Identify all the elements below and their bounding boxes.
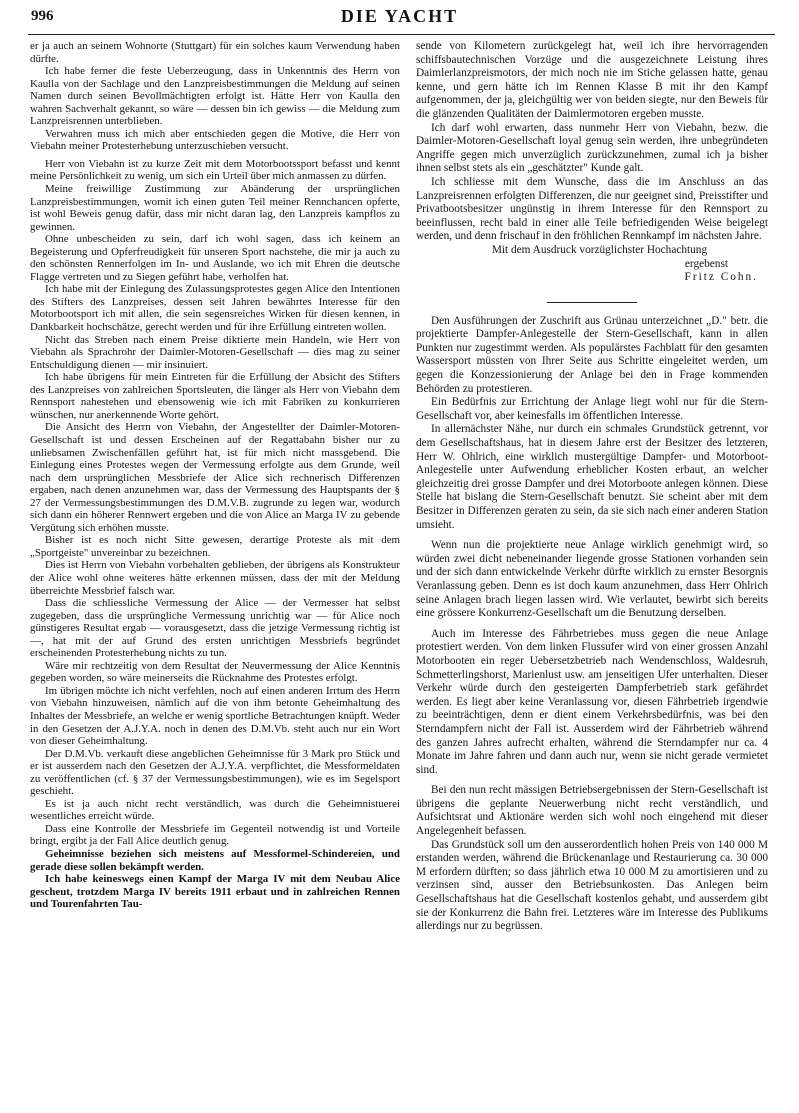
paragraph: In allernächster Nähe, nur durch ein schmales Grundstück getrennt, vor dem Gesellschaftshaus, hat in diesem Jahre erst der Besitzer des letzteren, Herr W. Ohlrich, eine wirklich mustergültige Dampfer- und Motorboot-Anlegestelle unter Aufwendung erheblicher Kosten erbaut, an welcher gleichzeitig drei grosse Dampfer und drei Motorboote anlegen können. Diese Stelle hat bislang die Stern-Gesellschaft benutzt. Sie scheint aber mit dem Besitzer in Differenzen geraten zu sein, da sie sich nach einer anderen Station umsieht. [416,423,768,531]
paragraph: sende von Kilometern zurückgelegt hat, weil ich ihre hervorragenden schiffsbautechnischen Vorzüge und die ausgezeichnete Leistung ihres Daimlerlanzpreismotors, der mich noch nie im Stiche gelassen hatte, genau kenne, und gern hätte ich im Rennen Klasse B mit ihr den Kampf aufgenommen, der ja, gleichgültig wer von beiden siegte, nur den Beweis für die glänzenden Qualitäten der Daimlermotoren ergeben musste. [416,40,768,120]
signature: Fritz Cohn. [684,271,758,284]
paragraph: Der D.M.Vb. verkauft diese angeblichen Geheimnisse für 3 Mark pro Stück und er ist ausserdem nach den Gesetzen der A.J.Y.A. verpflichtet, die Messformeldaten zu veröffentlichen (cf. § 37 der Vermessungsbestimmungen), wie es im Segelsport geschieht. [30,747,400,798]
letter-grunau [416,315,768,934]
paragraph: Den Ausführungen der Zuschrift aus Grünau unterzeichnet „D." betr. die projektierte Dampfer-Anlegestelle der Stern-Gesellschaft, kann in allen Punkten nur zugestimmt werden. Als populärstes Fachblatt für den gesamten Wassersport müssten von Ihrer Seite aus Schritte eingeleitet werden, um gegen die Konzessionierung der Anlage bei den in Frage kommenden Behörden zu protestieren. [416,314,768,395]
closing-ergebenst: ergebenst [684,257,728,270]
paragraph: Ich darf wohl erwarten, dass nunmehr Herr von Viebahn, bezw. die Daimler-Motoren-Gesellschaft loyal genug sein werden, ihre unbegründeten Angriffe gegen mich unverzüglich zurückzunehmen, zumal ich ja bisher ihnen selbst stets als ein „geschätzter" Kunde galt. [416,121,768,175]
paragraph: Herr von Viebahn ist zu kurze Zeit mit dem Motorbootssport befasst und kennt meine Persönlichkeit zu wenig, um sich ein Urteil über mich anmassen zu dürfen. [30,157,400,183]
paragraph: Bisher ist es noch nicht Sitte gewesen, derartige Proteste als mit dem „Sportgeiste" unvereinbar zu bezeichnen. [30,534,400,559]
paragraph: Bei den nun recht mässigen Betriebsergebnissen der Stern-Gesellschaft ist übrigens die geplante Neuerwerbung nicht recht verständlich, und Aufsichtsrat und Aktionäre werden sich wohl noch eingehend mit dieser Angelegenheit befassen. [416,784,768,838]
right-column [416,40,768,934]
paragraph: Ich habe mit der Einlegung des Zulassungsprotestes gegen Alice den Intentionen des Stifters des Lanzpreises, dessen seit Jahren bewährtes Interesse für den Motorbootsport ich mit allen, die sein segensreiches Wirken für diesen kennen, in Dankbarkeit hochschätze, gerecht werden und für ihre Erfüllung eintreten wollen. [30,283,400,334]
section-divider [547,302,637,303]
header-rule [28,34,775,35]
paragraph: Ich schliesse mit dem Wunsche, dass die im Anschluss an das Lanzpreisrennen erfolgten Differenzen, die nur geeignet sind, Preisstifter und Privatbootsbesitzer ungünstig in ihrem Interesse für den Rennsport zu beeinflussen, recht bald in einer alle Teile befriedigenden Weise beigelegt werden, und denn frischauf in den fröhlichen Rennkampf im nächsten Jahre. [416,175,768,243]
paragraph: Die Ansicht des Herrn von Viebahn, der Angestellter der Daimler-Motoren-Gesellschaft ist und dessen Erscheinen auf der Regattabahn bisher nur zu unliebsamen Zwischenfällen geführt hat, ist für mich nicht massgebend. Die Einlegung eines Protestes wegen der Vermessung erfolgte aus dem Grunde, weil nach dem ursprünglichen Messbriefe der Alice sich rechnerisch Differenzen ergaben, nach denen anzunehmen war, dass der Vermessung des Hauptspants der § 27 der Vermessungsbestimmungen des D.M.V.B. zugrunde zu legen war, wodurch sich dann ein höherer Rennwert ergeben und die von Alice an Marga IV zu gebende Vergütung sich erhöhen musste. [30,421,400,534]
paragraph: Meine freiwillige Zustimmung zur Abänderung der ursprünglichen Lanzpreisbestimmungen, womit ich einen guten Teil meiner Rennchancen opferte, ist wohl Beweis genug dafür, dass mir nicht daran lag, den Lanzpreis kampflos zu gewinnen. [30,183,400,233]
paragraph: Geheimnisse beziehen sich meistens auf Messformel-Schindereien, und gerade diese sollen bekämpft werden. [30,848,400,873]
left-column [30,40,400,911]
paragraph: Ich habe keineswegs einen Kampf der Marga IV mit dem Neubau Alice gescheut, trotzdem Marga IV bereits 1911 erbaut und in zahlreichen Rennen und Tourenfahrten Tau- [30,873,400,911]
paragraph: Ein Bedürfnis zur Errichtung der Anlage liegt wohl nur für die Stern-Gesellschaft vor, aber keinesfalls im öffentlichen Interesse. [416,396,768,422]
paragraph: Verwahren muss ich mich aber entschieden gegen die Motive, die Herr von Viebahn meiner Protesterhebung unterzuschieben versucht. [30,127,400,153]
paragraph: Wenn nun die projektierte neue Anlage wirklich genehmigt wird, so würden zwei dicht nebeneinander liegende grosse Stationen vorhanden sein und der sich dann entwickelnde Verkehr dürfte wirklich zu ernster Besorgnis Veranlassung geben. Denn es ist doch kaum anzunehmen, dass Herr Ohlrich seine Anlagen brach liegen lassen wird. Wie verlautet, bewirbt sich bereits eine grössere Konkurrenz-Gesellschaft um die Benutzung derselben. [416,539,768,620]
paragraph: Ohne unbescheiden zu sein, darf ich wohl sagen, dass ich keinem an Begeisterung und Opferfreudigkeit für unseren Sport nachstehe, die mir ja auch zu den schönsten Rennerfolgen im In- und Auslande, wo ich mit Ehren die deutsche Flagge vertreten und zu Siegen geführt habe, verholfen hat. [30,233,400,283]
paragraph: Im übrigen möchte ich nicht verfehlen, noch auf einen anderen Irrtum des Herrn von Viebahn hinzuweisen, nämlich auf die von ihm betonte Geheimhaltung des Inhaltes der Messbriefe, an welche er wenig sportliche Betrachtungen knüpft. Weder in den Gesetzen der A.J.Y.A. noch in denen des D.M.Vb. steht auch nur ein Wort von dieser Geheimhaltung. [30,684,400,748]
page-number: 996 [31,8,54,24]
page-title: DIE YACHT [340,6,459,26]
paragraph: Wäre mir rechtzeitig von dem Resultat der Neuvermessung der Alice Kenntnis gegeben worden, so wäre meinerseits die Rücknahme des Protestes erfolgt. [30,659,400,685]
paragraph: Ich habe übrigens für mein Eintreten für die Erfüllung der Absicht des Stifters des Lanzpreises von zahlreichen Sportsleuten, die länger als Herr von Viebahn dem Rennsport nahestehen und ebensowenig wie ich mit Fabriken zu konkurrieren wünschen, nur anerkennende Worte gehört. [30,371,400,421]
paragraph: Dass die schliessliche Vermessung der Alice — der Vermesser hat selbst zugegeben, dass die ursprüngliche Vermessung unrichtig war — für Alice noch günstigeres Resultat ergab — vorausgesetzt, dass die jetzige Vermessung richtig ist —, hat mit der auf Grund des ersten unrichtigen Messbriefs begründet erscheinenden Protesterhebung nichts zu tun. [30,597,400,660]
paragraph: Das Grundstück soll um den ausserordentlich hohen Preis von 140 000 M erstanden werden, während die Brückenanlage und Restaurierung ca. 30 000 M erfordern dürften; so dass jährlich etwa 10 000 M zu amortisieren und zu verzinsen sind, ausser den Betriebsunkosten. Das Anlegen beim Gesellschaftshaus hat die Gesellschaft kostenlos gehabt, und ausserdem gibt sie der Konkurrenz die Bahn frei. Letzteres wäre im Interesse des Publikums allerdings nur zu begrüssen. [416,838,768,933]
paragraph: Es ist ja auch nicht recht verständlich, was durch die Geheimnistuerei wesentliches erreicht würde. [30,797,400,823]
paragraph: Dass eine Kontrolle der Messbriefe im Gegenteil notwendig ist und Vorteile bringt, ergibt ja der Fall Alice deutlich genug. [30,822,400,848]
paragraph: Ich habe ferner die feste Ueberzeugung, dass in Unkenntnis des Herrn von Kaulla von der Sachlage und den Lanzpreisbestimmungen die Meldung auf seinen Namen durch seinen Bevollmächtigten erfolgt ist. Hätte Herr von Kaulla den wahren Sachverhalt gekannt, so wäre — dessen bin ich gewiss — die Meldung zum Lanzpreisrennen unterblieben. [30,65,400,128]
paragraph: Nicht das Streben nach einem Preise diktierte mein Handeln, wie Herr von Viebahn als Sprachrohr der Daimler-Motoren-Gesellschaft — dies mag zu seiner Entschuldigung dienen — mir insinuiert. [30,333,400,371]
paragraph: Dies ist Herrn von Viebahn vorbehalten geblieben, der übrigens als Konstrukteur der Alice wohl ohne weiteres hätte erkennen müssen, dass der mit der Meldung überreichte Messbrief falsch war. [30,559,400,597]
closing-salutation: Mit dem Ausdruck vorzüglichster Hochachtung [491,243,708,256]
paragraph: er ja auch an seinem Wohnorte (Stuttgart) für ein solches kaum Verwendung haben dürfte. [30,40,400,65]
paragraph: Auch im Interesse des Fährbetriebes muss gegen die neue Anlage protestiert werden. Von dem linken Flussufer wird von einer grossen Anzahl Motorbooten ein reger Uebersetzbetrieb nach Wendenschloss, Waldesruh, Schmetterlingshorst, Marienlust usw. am jenseitigen Ufer unterhalten. Dieser Verkehr würde durch den gesteigerten Dampferbetrieb stark gefährdet werden. Es liegt aber keine Veranlassung vor, diesen Fährbetrieb irgendwie zu beeinträchtigen, denn er dient einem Verkehrsbedürfnis, was bei den Sterndampfern nicht der Fall ist. Ausserdem wird der Fährbetrieb während des ganzen Jahres aufrecht erhalten, während die Sterndampfer nur ca. 4 Monate im Jahre fahren und dann auch nur, wenn sie nicht gerade vermietet sind. [416,627,768,776]
